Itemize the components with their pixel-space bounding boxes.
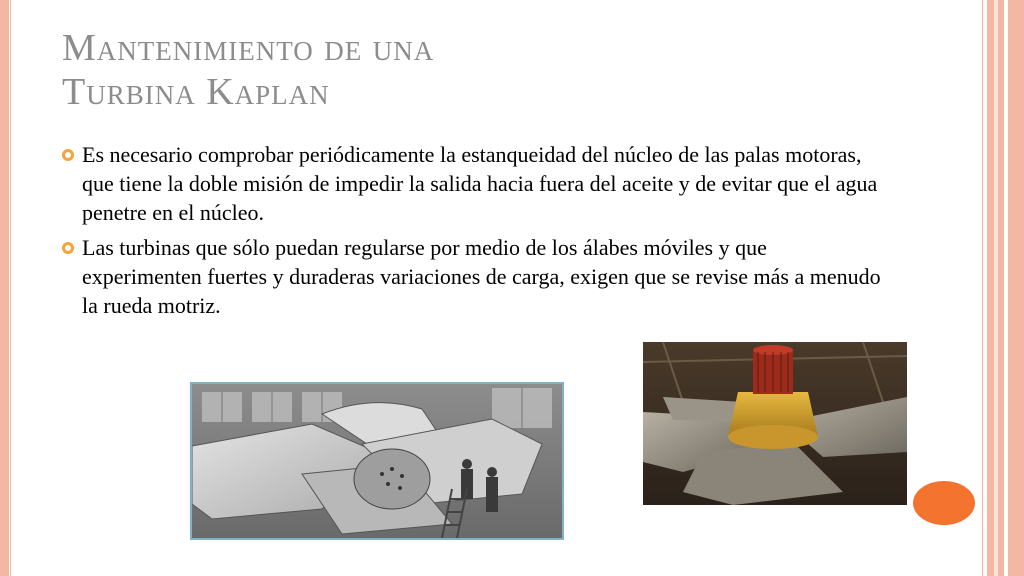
- slide-title-line-1: Mantenimiento de una: [62, 27, 435, 69]
- bullet-item: [62, 233, 892, 320]
- left-frame-bar: [0, 0, 9, 576]
- decorative-orange-oval: [913, 481, 975, 525]
- bullet-text: Las turbinas que sólo puedan regularse por medio de los álabes móviles y que experimenten fuertes y duraderas variaciones de carga, exigen que se revise más a menudo la rueda motriz.: [82, 235, 881, 318]
- right-frame-stripes: [978, 0, 1024, 576]
- left-frame-line: [10, 0, 11, 576]
- bullet-ring-icon: [62, 242, 74, 254]
- bullet-ring-icon: [62, 149, 74, 161]
- slide-title-line-2: Turbina Kaplan: [62, 71, 330, 113]
- slide-title: [62, 26, 762, 114]
- bullet-text: Es necesario comprobar periódicamente la estanqueidad del núcleo de las palas motoras, que tiene la doble misión de impedir la salida hacia fuera del aceite y de evitar que el agua penetre en el núcleo.: [82, 142, 878, 225]
- kaplan-runner-bw-photo: [190, 382, 564, 540]
- bullet-item: [62, 140, 892, 227]
- kaplan-runner-color-photo: [643, 342, 907, 505]
- bullet-list: [62, 140, 892, 326]
